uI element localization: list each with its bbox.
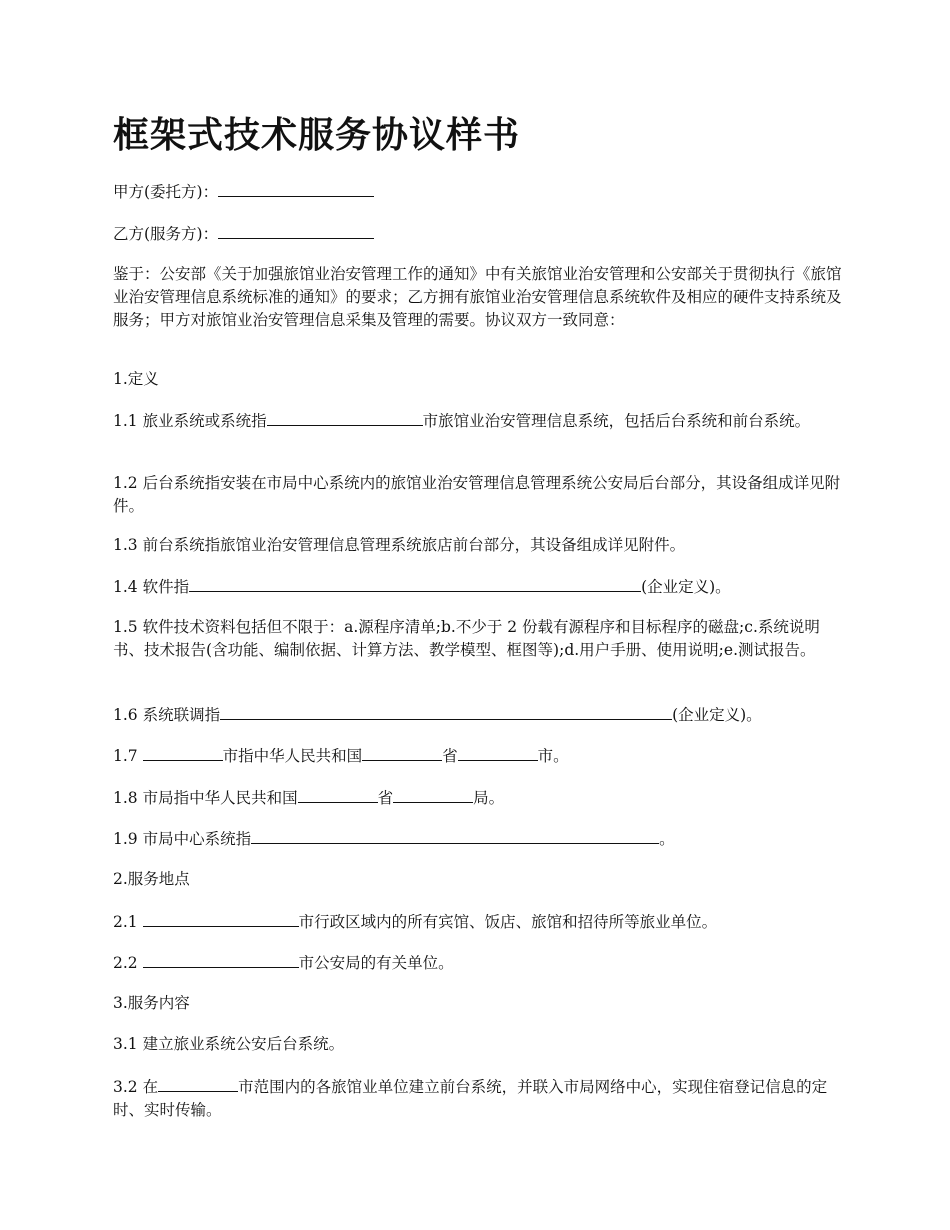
clause-1-1-text-b: 市旅馆业治安管理信息系统，包括后台系统和前台系统。 [422,412,811,430]
clause-1-4 [113,575,848,599]
section-2-heading: 2.服务地点 [113,870,190,888]
clause-1-1-text-a: 1.1 旅业系统或系统指 [113,412,267,430]
clause-1-2: 1.2 后台系统指安装在市局中心系统内的旅馆业治安管理信息管理系统公安局后台部分，其设备组成详见附件。 [113,474,841,515]
clause-1-3: 1.3 前台系统指旅馆业治安管理信息管理系统旅店前台部分，其设备组成详见附件。 [113,536,686,554]
clause-2-1-blank [143,910,299,927]
clause-1-7-text-c: 省 [442,747,458,765]
clause-1-8-blank-1 [298,786,378,803]
clause-1-9-text-a: 1.9 市局中心系统指 [113,830,252,848]
clause-1-4-blank [189,575,641,592]
clause-1-8 [113,786,848,810]
clause-2-1 [113,910,848,934]
clause-1-8-text-c: 局。 [473,789,505,807]
preamble-paragraph: 鉴于：公安部《关于加强旅馆业治安管理工作的通知》中有关旅馆业治安管理和公安部关于贯彻执行《旅馆业治安管理信息系统标准的通知》的要求；乙方拥有旅馆业治安管理信息系统软件及相应的硬件支持系统及服务；甲方对旅馆业治安管理信息采集及管理的需要。协议双方一致同意： [113,265,842,329]
clause-3-1: 3.1 建立旅业系统公安后台系统。 [113,1035,345,1053]
party-a-line [113,180,848,204]
clause-1-5: 1.5 软件技术资料包括但不限于：a.源程序清单;b.不少于 2 份载有源程序和目标程序的磁盘;c.系统说明书、技术报告(含功能、编制依据、计算方法、教学模型、框图等);d.用户手册、使用说明;e.测试报告。 [113,618,820,659]
clause-1-7-text-a: 1.7 [113,747,143,765]
clause-1-8-text-a: 1.8 市局指中华人民共和国 [113,789,298,807]
clause-1-7-blank-1 [143,744,223,761]
clause-1-7-text-b: 市指中华人民共和国 [222,747,363,765]
section-3-heading: 3.服务内容 [113,994,190,1012]
clause-1-7 [113,744,848,768]
party-a-label: 甲方(委托方)： [113,183,219,201]
clause-1-6-blank [220,703,672,720]
clause-3-2-text-b: 市范围内的各旅馆业单位建立前台系统，并联入市局网络中心，实现住宿登记信息的定时、实时传输。 [113,1078,828,1119]
section-1-heading: 1.定义 [113,370,159,388]
clause-1-7-text-d: 市。 [537,747,569,765]
clause-2-2-text-b: 市公安局的有关单位。 [298,954,454,972]
clause-3-2-text-a: 3.2 在 [113,1078,159,1096]
clause-1-6-text-b: (企业定义)。 [672,706,762,724]
party-a-blank [218,180,374,197]
clause-1-6-text-a: 1.6 系统联调指 [113,706,221,724]
document-title: 框架式技术服务协议样书 [113,115,521,156]
clause-3-2 [113,1075,848,1122]
clause-1-6 [113,703,848,727]
clause-3-2-blank [158,1075,238,1092]
party-b-label: 乙方(服务方)： [113,225,219,243]
clause-1-9-blank [251,827,659,844]
clause-2-1-text-b: 市行政区域内的所有宾馆、饭店、旅馆和招待所等旅业单位。 [298,913,718,931]
party-b-line [113,222,848,246]
party-b-blank [218,222,374,239]
clause-1-9 [113,827,848,851]
clause-1-8-text-b: 省 [377,789,394,807]
clause-1-9-text-b: 。 [659,830,675,848]
clause-2-2-blank [143,951,299,968]
clause-2-2 [113,951,848,975]
clause-2-2-text-a: 2.2 [113,954,143,972]
clause-1-1 [113,409,848,433]
clause-1-8-blank-2 [393,786,473,803]
clause-1-7-blank-3 [458,744,538,761]
clause-1-1-blank [267,409,423,426]
clause-1-4-text-a: 1.4 软件指 [113,578,190,596]
clause-2-1-text-a: 2.1 [113,913,143,931]
clause-1-4-text-b: (企业定义)。 [641,578,731,596]
clause-1-7-blank-2 [362,744,442,761]
